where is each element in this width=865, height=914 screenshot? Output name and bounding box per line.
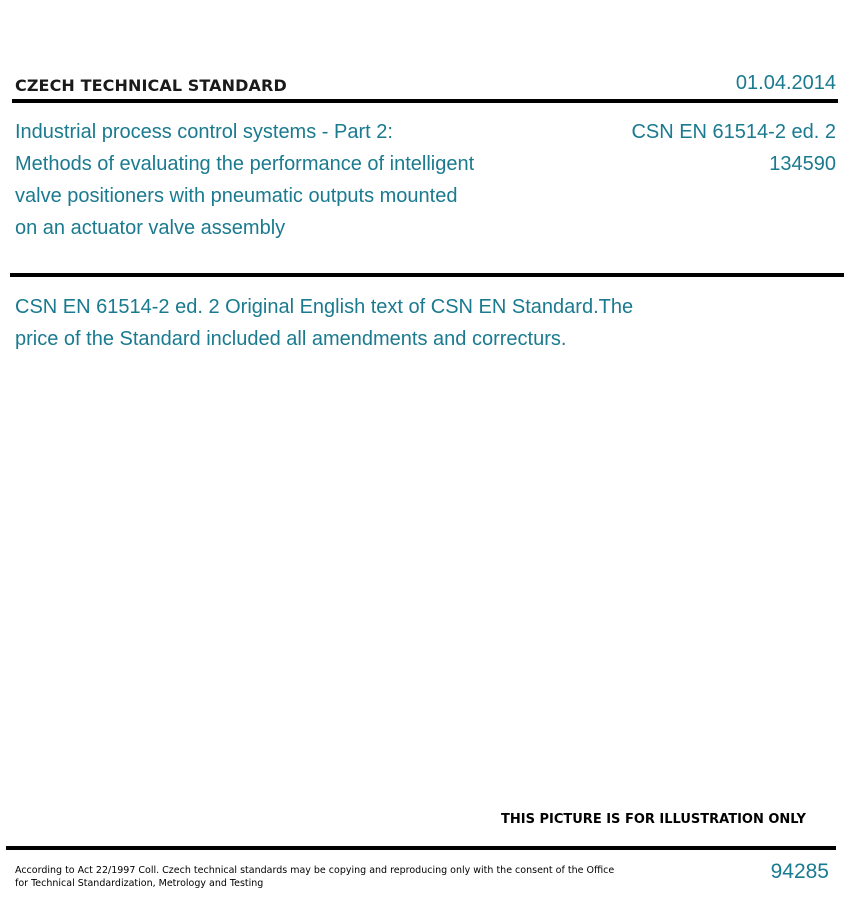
document-heading: CZECH TECHNICAL STANDARD	[15, 76, 287, 95]
legal-line: for Technical Standardization, Metrology and Testing	[15, 878, 264, 889]
document-code: 94285	[770, 860, 829, 883]
legal-line: According to Act 22/1997 Coll. Czech technical standards may be copying and reproducing only with the consent of the Office	[15, 865, 615, 876]
publication-date: 01.04.2014	[735, 72, 836, 94]
title-line: on an actuator valve assembly	[15, 217, 286, 239]
standard-description	[15, 291, 715, 355]
middle-divider	[10, 273, 844, 277]
top-divider	[12, 99, 838, 103]
bottom-divider	[6, 846, 836, 850]
description-line: CSN EN 61514-2 ed. 2 Original English text of CSN EN Standard.The	[15, 296, 634, 318]
illustration-notice: THIS PICTURE IS FOR ILLUSTRATION ONLY	[501, 812, 806, 827]
title-line: Methods of evaluating the performance of intelligent	[15, 153, 475, 175]
title-line: valve positioners with pneumatic outputs mounted	[15, 185, 458, 207]
standard-identifiers	[631, 116, 836, 180]
title-line: Industrial process control systems - Part 2:	[15, 121, 393, 143]
standard-designation: CSN EN 61514-2 ed. 2	[631, 121, 836, 143]
catalog-number: 134590	[769, 153, 836, 175]
description-line: price of the Standard included all amendments and correcturs.	[15, 328, 567, 350]
standard-title	[15, 116, 535, 244]
legal-notice	[15, 864, 614, 890]
